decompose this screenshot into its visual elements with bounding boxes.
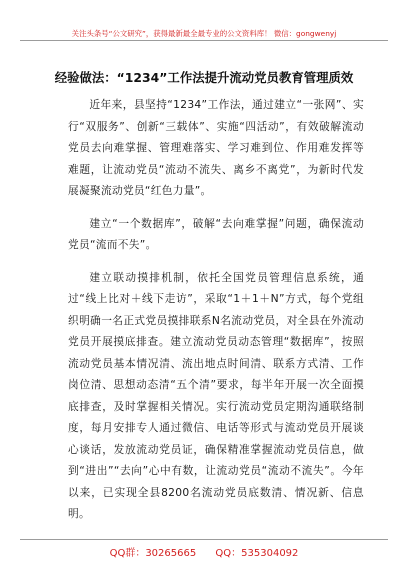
footer-qq: QQ：535304092 — [215, 548, 299, 559]
page-header — [20, 0, 388, 41]
document-body — [68, 94, 364, 536]
paragraph-heading-database: 建立“一个数据库”，破解“去向难掌握”问题，确保流动党员“流而不失”。 — [68, 216, 364, 251]
paragraph-mechanism: 建立联动摸排机制，依托全国党员管理信息系统，通过“线上比对＋线下走访”，采取“1＋1＋N”方式，每个党组织明确一名正式党员摸排联系N名流动党员，对全县在外流动党员开展摸底排查。建立流动党员动态管理“数据库”，按照流动党员基本情况清、流出地点时间清、联系方式清、工作岗位清、思想动态清“五个清”要求，每半年开展一次全面摸底排查，及时掌握相关情况。实行流动党员定期沟通联络制度，每月安排专人通过微信、电话等形式与流动党员开展谈心谈话，发放流动党员证，确保精准掌握流动党员信息，做到“进出”“去向”心中有数，让流动党员“流动不流失”。今年以来，已实现全县8200名流动党员底数清、情况新、信息明。 — [68, 270, 364, 520]
footer-qq-group: QQ群：30265665 — [109, 548, 197, 559]
page-footer — [0, 544, 408, 559]
footer-divider — [20, 539, 388, 540]
header-promo-text: 关注头条号“公文研究”，获得最新最全最专业的公文资料库！ 微信：gongwenyj — [71, 29, 337, 38]
document-title: 经验做法：“1234”工作法提升流动党员教育管理质效 — [54, 70, 354, 85]
paragraph-intro: 近年来，县坚持“1234”工作法，通过建立“一张网”、实行“双服务”、创新“三载体”、实施“四活动”，有效破解流动党员去向难掌握、管理难落实、学习难到位、作用难发挥等难题，让流动党员“流动不流失、离乡不离党”，为新时代发展凝聚流动党员“红色力量”。 — [68, 98, 364, 197]
